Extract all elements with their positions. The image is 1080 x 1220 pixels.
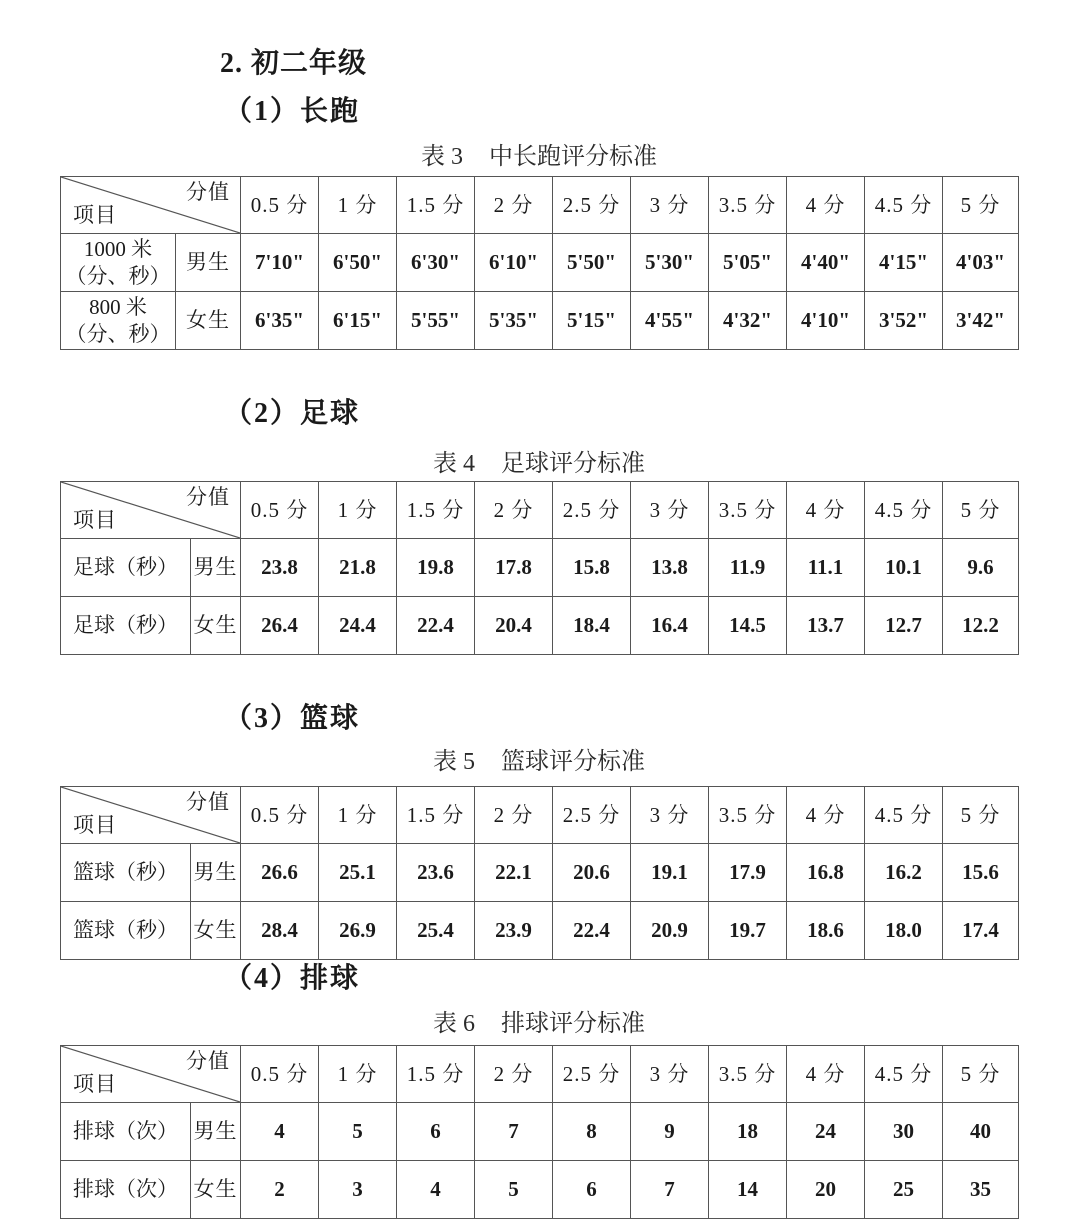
score-cell: 13.7 bbox=[787, 597, 865, 655]
score-cell: 12.2 bbox=[943, 597, 1019, 655]
row-gender-label: 女生 bbox=[191, 1161, 241, 1219]
score-cell: 18.6 bbox=[787, 902, 865, 960]
column-header: 1 分 bbox=[319, 787, 397, 844]
column-header: 3 分 bbox=[631, 482, 709, 539]
score-cell: 2 bbox=[241, 1161, 319, 1219]
table-3-scoring-standard-distance-running bbox=[60, 176, 1019, 350]
score-cell: 12.7 bbox=[865, 597, 943, 655]
score-cell: 16.2 bbox=[865, 844, 943, 902]
score-cell: 35 bbox=[943, 1161, 1019, 1219]
corner-label-item: 项目 bbox=[73, 1071, 117, 1096]
score-cell: 3'42" bbox=[943, 292, 1019, 350]
column-header: 5 分 bbox=[943, 787, 1019, 844]
score-cell: 7'10" bbox=[241, 234, 319, 292]
score-cell: 14.5 bbox=[709, 597, 787, 655]
score-cell: 19.8 bbox=[397, 539, 475, 597]
row-item-label bbox=[61, 292, 176, 350]
score-cell: 26.6 bbox=[241, 844, 319, 902]
table-header-row bbox=[61, 1046, 1019, 1103]
page-title: 2. 初二年级 bbox=[220, 48, 368, 79]
table-row bbox=[61, 597, 1019, 655]
subsection-heading-lanqiu: （3）篮球 bbox=[224, 703, 361, 734]
score-cell: 25 bbox=[865, 1161, 943, 1219]
column-header: 3 分 bbox=[631, 787, 709, 844]
column-header: 1.5 分 bbox=[397, 177, 475, 234]
table-row bbox=[61, 844, 1019, 902]
table-6-scoring-standard-volleyball bbox=[60, 1045, 1019, 1219]
table-row bbox=[61, 1161, 1019, 1219]
score-cell: 6'15" bbox=[319, 292, 397, 350]
score-cell: 18.4 bbox=[553, 597, 631, 655]
score-cell: 9 bbox=[631, 1103, 709, 1161]
score-cell: 6'30" bbox=[397, 234, 475, 292]
score-cell: 5'30" bbox=[631, 234, 709, 292]
score-cell: 19.7 bbox=[709, 902, 787, 960]
table-caption-5-number: 表 5 bbox=[433, 749, 475, 775]
corner-label-item: 项目 bbox=[73, 507, 117, 532]
score-cell: 17.8 bbox=[475, 539, 553, 597]
score-cell: 3 bbox=[319, 1161, 397, 1219]
score-cell: 6 bbox=[397, 1103, 475, 1161]
score-cell: 5 bbox=[319, 1103, 397, 1161]
column-header: 1 分 bbox=[319, 1046, 397, 1103]
column-header: 0.5 分 bbox=[241, 482, 319, 539]
column-header: 2.5 分 bbox=[553, 787, 631, 844]
column-header: 0.5 分 bbox=[241, 1046, 319, 1103]
row-gender-label: 男生 bbox=[176, 234, 241, 292]
score-cell: 20.4 bbox=[475, 597, 553, 655]
score-cell: 26.4 bbox=[241, 597, 319, 655]
score-cell: 11.9 bbox=[709, 539, 787, 597]
score-cell: 6'10" bbox=[475, 234, 553, 292]
score-cell: 4 bbox=[241, 1103, 319, 1161]
score-cell: 5'15" bbox=[553, 292, 631, 350]
score-cell: 5'35" bbox=[475, 292, 553, 350]
table-row bbox=[61, 539, 1019, 597]
row-item-label-line2: （分、秒） bbox=[65, 321, 171, 346]
score-cell: 23.6 bbox=[397, 844, 475, 902]
column-header: 2 分 bbox=[475, 787, 553, 844]
score-cell: 6 bbox=[553, 1161, 631, 1219]
score-cell: 3'52" bbox=[865, 292, 943, 350]
row-item-label bbox=[61, 234, 176, 292]
score-cell: 13.8 bbox=[631, 539, 709, 597]
table-caption-4-number: 表 4 bbox=[433, 451, 475, 477]
row-gender-label: 男生 bbox=[191, 844, 241, 902]
corner-label-score: 分值 bbox=[186, 180, 230, 204]
score-cell: 5'50" bbox=[553, 234, 631, 292]
row-gender-label: 女生 bbox=[191, 597, 241, 655]
corner-label-item: 项目 bbox=[73, 202, 117, 227]
corner-diagonal-cell bbox=[61, 177, 241, 234]
column-header: 2 分 bbox=[475, 177, 553, 234]
row-gender-label: 女生 bbox=[176, 292, 241, 350]
table-caption-5 bbox=[60, 750, 1018, 774]
column-header: 5 分 bbox=[943, 1046, 1019, 1103]
score-cell: 19.1 bbox=[631, 844, 709, 902]
score-cell: 24 bbox=[787, 1103, 865, 1161]
row-gender-label: 女生 bbox=[191, 902, 241, 960]
table-row bbox=[61, 902, 1019, 960]
row-item-label: 足球（秒） bbox=[61, 539, 191, 597]
table-4-wrapper bbox=[60, 481, 1018, 655]
score-cell: 7 bbox=[631, 1161, 709, 1219]
table-caption-4 bbox=[60, 452, 1018, 476]
score-cell: 18.0 bbox=[865, 902, 943, 960]
column-header: 4 分 bbox=[787, 482, 865, 539]
score-cell: 22.4 bbox=[397, 597, 475, 655]
row-item-label-line2: （分、秒） bbox=[65, 263, 171, 288]
column-header: 3 分 bbox=[631, 177, 709, 234]
table-5-wrapper bbox=[60, 786, 1018, 960]
table-header-row bbox=[61, 787, 1019, 844]
score-cell: 21.8 bbox=[319, 539, 397, 597]
row-item-label: 排球（次） bbox=[61, 1103, 191, 1161]
column-header: 0.5 分 bbox=[241, 177, 319, 234]
score-cell: 20.9 bbox=[631, 902, 709, 960]
score-cell: 25.1 bbox=[319, 844, 397, 902]
row-gender-label: 男生 bbox=[191, 539, 241, 597]
score-cell: 14 bbox=[709, 1161, 787, 1219]
score-cell: 23.8 bbox=[241, 539, 319, 597]
corner-diagonal-cell bbox=[61, 482, 241, 539]
column-header: 3.5 分 bbox=[709, 1046, 787, 1103]
score-cell: 23.9 bbox=[475, 902, 553, 960]
score-cell: 7 bbox=[475, 1103, 553, 1161]
table-row bbox=[61, 1103, 1019, 1161]
row-item-label-line1: 1000 米 bbox=[83, 237, 153, 262]
subsection-heading-changpao: （1）长跑 bbox=[224, 96, 361, 127]
score-cell: 4'40" bbox=[787, 234, 865, 292]
column-header: 4 分 bbox=[787, 1046, 865, 1103]
table-caption-4-name: 足球评分标准 bbox=[501, 451, 645, 477]
column-header: 4 分 bbox=[787, 787, 865, 844]
score-cell: 30 bbox=[865, 1103, 943, 1161]
table-caption-6-name: 排球评分标准 bbox=[501, 1011, 645, 1037]
table-caption-3 bbox=[60, 145, 1018, 169]
score-cell: 20 bbox=[787, 1161, 865, 1219]
column-header: 3.5 分 bbox=[709, 482, 787, 539]
column-header: 1.5 分 bbox=[397, 482, 475, 539]
score-cell: 9.6 bbox=[943, 539, 1019, 597]
score-cell: 6'50" bbox=[319, 234, 397, 292]
table-6-wrapper bbox=[60, 1045, 1018, 1219]
column-header: 2.5 分 bbox=[553, 482, 631, 539]
table-4-scoring-standard-football bbox=[60, 481, 1019, 655]
column-header: 2 分 bbox=[475, 1046, 553, 1103]
score-cell: 4'10" bbox=[787, 292, 865, 350]
column-header: 4.5 分 bbox=[865, 1046, 943, 1103]
score-cell: 16.8 bbox=[787, 844, 865, 902]
score-cell: 4'03" bbox=[943, 234, 1019, 292]
table-caption-3-number: 表 3 bbox=[421, 144, 463, 170]
subsection-heading-paiqiu: （4）排球 bbox=[224, 963, 361, 994]
corner-label-score: 分值 bbox=[186, 1049, 230, 1073]
corner-label-item: 项目 bbox=[73, 812, 117, 837]
row-item-label: 篮球（秒） bbox=[61, 844, 191, 902]
row-gender-label: 男生 bbox=[191, 1103, 241, 1161]
score-cell: 6'35" bbox=[241, 292, 319, 350]
score-cell: 15.8 bbox=[553, 539, 631, 597]
score-cell: 17.9 bbox=[709, 844, 787, 902]
table-caption-6 bbox=[60, 1012, 1018, 1036]
score-cell: 11.1 bbox=[787, 539, 865, 597]
column-header: 3.5 分 bbox=[709, 177, 787, 234]
table-row bbox=[61, 234, 1019, 292]
table-row bbox=[61, 292, 1019, 350]
score-cell: 20.6 bbox=[553, 844, 631, 902]
table-caption-5-name: 篮球评分标准 bbox=[501, 749, 645, 775]
column-header: 5 分 bbox=[943, 482, 1019, 539]
column-header: 4 分 bbox=[787, 177, 865, 234]
score-cell: 4'55" bbox=[631, 292, 709, 350]
table-3-wrapper bbox=[60, 176, 1018, 350]
table-header-row bbox=[61, 482, 1019, 539]
score-cell: 28.4 bbox=[241, 902, 319, 960]
score-cell: 40 bbox=[943, 1103, 1019, 1161]
corner-diagonal-cell bbox=[61, 1046, 241, 1103]
column-header: 1.5 分 bbox=[397, 1046, 475, 1103]
column-header: 3.5 分 bbox=[709, 787, 787, 844]
table-caption-3-name: 中长跑评分标准 bbox=[489, 144, 657, 170]
column-header: 1 分 bbox=[319, 177, 397, 234]
column-header: 3 分 bbox=[631, 1046, 709, 1103]
column-header: 1 分 bbox=[319, 482, 397, 539]
column-header: 4.5 分 bbox=[865, 482, 943, 539]
corner-label-score: 分值 bbox=[186, 485, 230, 509]
score-cell: 18 bbox=[709, 1103, 787, 1161]
subsection-heading-zuqiu: （2）足球 bbox=[224, 398, 361, 429]
score-cell: 26.9 bbox=[319, 902, 397, 960]
score-cell: 5'55" bbox=[397, 292, 475, 350]
score-cell: 8 bbox=[553, 1103, 631, 1161]
column-header: 4.5 分 bbox=[865, 787, 943, 844]
score-cell: 22.1 bbox=[475, 844, 553, 902]
row-item-label: 排球（次） bbox=[61, 1161, 191, 1219]
score-cell: 24.4 bbox=[319, 597, 397, 655]
table-header-row bbox=[61, 177, 1019, 234]
score-cell: 15.6 bbox=[943, 844, 1019, 902]
column-header: 2 分 bbox=[475, 482, 553, 539]
table-caption-6-number: 表 6 bbox=[433, 1011, 475, 1037]
score-cell: 25.4 bbox=[397, 902, 475, 960]
score-cell: 5 bbox=[475, 1161, 553, 1219]
score-cell: 4 bbox=[397, 1161, 475, 1219]
column-header: 2.5 分 bbox=[553, 1046, 631, 1103]
row-item-label: 足球（秒） bbox=[61, 597, 191, 655]
corner-label-score: 分值 bbox=[186, 790, 230, 814]
corner-diagonal-cell bbox=[61, 787, 241, 844]
score-cell: 17.4 bbox=[943, 902, 1019, 960]
table-5-scoring-standard-basketball bbox=[60, 786, 1019, 960]
score-cell: 4'15" bbox=[865, 234, 943, 292]
score-cell: 4'32" bbox=[709, 292, 787, 350]
column-header: 1.5 分 bbox=[397, 787, 475, 844]
score-cell: 5'05" bbox=[709, 234, 787, 292]
row-item-label-line1: 800 米 bbox=[89, 295, 147, 320]
column-header: 2.5 分 bbox=[553, 177, 631, 234]
column-header: 0.5 分 bbox=[241, 787, 319, 844]
score-cell: 16.4 bbox=[631, 597, 709, 655]
column-header: 4.5 分 bbox=[865, 177, 943, 234]
row-item-label: 篮球（秒） bbox=[61, 902, 191, 960]
score-cell: 10.1 bbox=[865, 539, 943, 597]
score-cell: 22.4 bbox=[553, 902, 631, 960]
column-header: 5 分 bbox=[943, 177, 1019, 234]
